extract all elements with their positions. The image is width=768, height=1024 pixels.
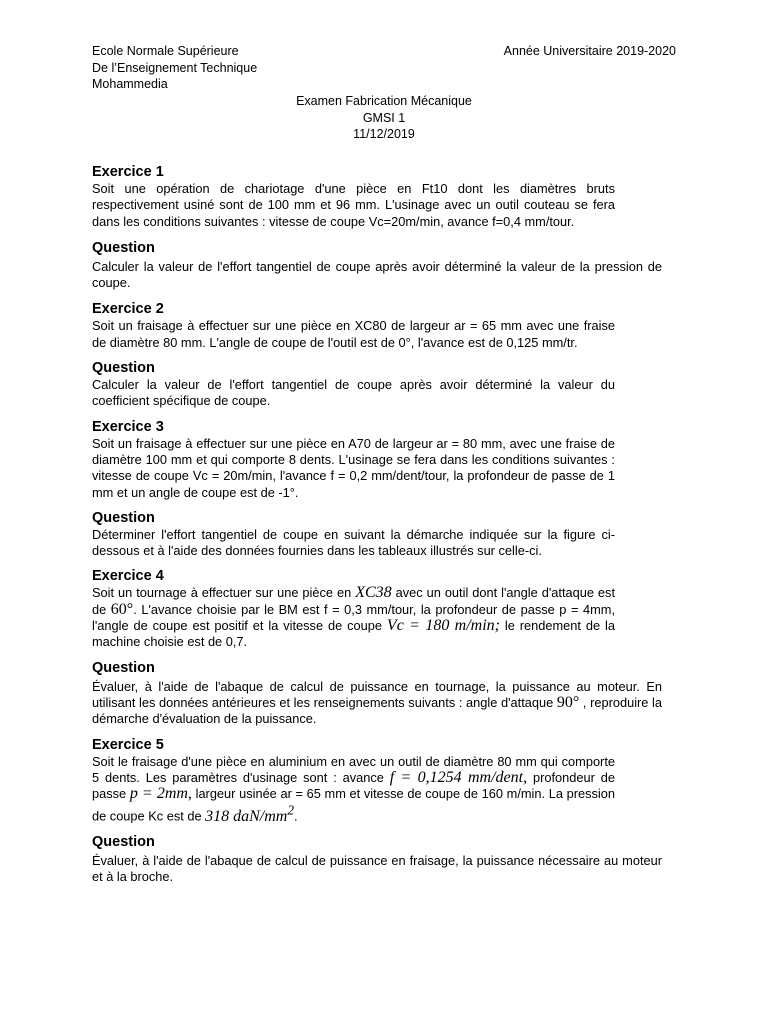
exercise-5-kc-end: . <box>294 808 298 824</box>
exam-heading <box>0 93 768 143</box>
question-1-title: Question <box>92 239 155 256</box>
school-name-line1: Ecole Normale Supérieure <box>92 44 239 58</box>
school-header <box>92 43 257 93</box>
academic-year: Année Universitaire 2019-2020 <box>503 44 676 58</box>
exam-date: 11/12/2019 <box>353 127 415 141</box>
school-name-line2: De l’Enseignement Technique <box>92 60 258 75</box>
exercise-3-text: Soit un fraisage à effectuer sur une pièce en A70 de largeur ar = 80 mm, avec une fraise de diamètre 100 mm et qui comporte 8 dents. L'usinage se fera dans les conditions suivantes : vitesse de coupe Vc = 20m/min, l'avance f = 0,2 mm/dent/tour, la profondeur de passe de 1 mm et un angle de coupe est de -1°. <box>92 435 615 500</box>
question-3-title: Question <box>92 509 155 526</box>
exercise-5-text <box>92 754 615 826</box>
question-5-title: Question <box>92 834 155 851</box>
exercise-5-text-part1: Soit le fraisage d'une pièce en aluminium en avec un outil de diamètre 80 mm qui comporte 5 dents. Les paramètres d'usinage sont : avance <box>92 753 615 785</box>
question-4-angle: 90° <box>556 693 580 711</box>
question-3-text: Déterminer l'effort tangentiel de coupe en suivant la démarche indiquée sur la figure ci-dessous et à l'aide des données fournies dans les tableaux illustrés sur celle-ci. <box>92 526 615 559</box>
question-4-text-part1: Évaluer, à l'aide de l'abaque de calcul de puissance en tournage, la puissance au moteur. En utilisant les données antérieures et les renseignements suivants : angle d'attaque <box>92 678 662 710</box>
exercise-4-text <box>92 585 615 650</box>
exercise-5-cutting-pressure <box>205 802 295 825</box>
exercise-5-text-part2: profondeur de passe <box>92 769 616 802</box>
exercise-5-text-part3: largeur usinée ar = 65 mm et vitesse de coupe de 160 m/min. La pression de coupe Kc est de <box>92 786 615 824</box>
exam-content <box>92 164 662 886</box>
question-5-text: Évaluer, à l'aide de l'abaque de calcul de puissance en fraisage, la puissance nécessaire au moteur et à la broche. <box>92 853 662 885</box>
exam-title: Examen Fabrication Mécanique <box>296 94 472 108</box>
exercise-4-material: XC38 <box>355 584 392 602</box>
exercise-2-text: Soit un fraisage à effectuer sur une pièce en XC80 de largeur ar = 65 mm avec une fraise de diamètre 80 mm. L'angle de coupe de l'outil est de 0°, l'avance est de 0,125 mm/tr. <box>92 318 615 350</box>
exam-class: GMSI 1 <box>362 110 406 125</box>
exercise-4-text-part3: . L'avance choisie par le BM est f = 0,3 mm/tour, la profondeur de passe p = 4mm, l'angle de coupe est positif et la vitesse de coupe <box>92 601 615 634</box>
exercise-4-text-part1: Soit un tournage à effectuer sur une pièce en <box>92 585 356 601</box>
exercise-4-title: Exercice 4 <box>92 568 164 585</box>
question-4-title: Question <box>92 659 155 676</box>
exercise-5-kc-exponent: 2 <box>287 802 295 818</box>
exercise-5-depth: p = 2mm, <box>129 785 192 803</box>
exercise-3-title: Exercice 3 <box>92 418 164 435</box>
exercise-4-angle: 60° <box>110 600 134 618</box>
question-1-text: Calculer la valeur de l'effort tangentiel de coupe après avoir déterminé la valeur de la pression de coupe. <box>92 258 662 291</box>
exercise-2-title: Exercice 2 <box>92 301 164 318</box>
exercise-1-title: Exercice 1 <box>92 164 164 180</box>
exercise-4-text-part2: avec un outil dont l'angle d'attaque est de <box>92 585 616 617</box>
exercise-5-feed: f = 0,1254 mm/dent, <box>389 768 528 786</box>
exercise-1-text: Soit une opération de chariotage d'une pièce en Ft10 dont les diamètres bruts respectivement usiné sont de 100 mm et 96 mm. L'usinage avec un outil couteau se fera dans les conditions suivantes : vitesse de coupe Vc=20m/min, avance f=0,4 mm/tour. <box>92 181 615 229</box>
school-name-line3: Mohammedia <box>92 77 168 91</box>
exercise-4-cutting-speed: Vc = 180 m/min; <box>386 617 500 635</box>
question-4-text <box>92 679 662 728</box>
exercise-5-title: Exercice 5 <box>92 736 164 753</box>
question-2-text: Calculer la valeur de l'effort tangentiel de coupe après avoir déterminé la valeur du coefficient spécifique de coupe. <box>92 377 615 409</box>
exercise-4-text-part4: le rendement de la machine choisie est de 0,7. <box>92 618 615 650</box>
question-4-text-part2: , reproduire la démarche d'évaluation de la puissance. <box>92 694 662 727</box>
exercise-5-kc-value: 318 daN/mm <box>205 807 288 825</box>
question-2-title: Question <box>92 360 155 377</box>
